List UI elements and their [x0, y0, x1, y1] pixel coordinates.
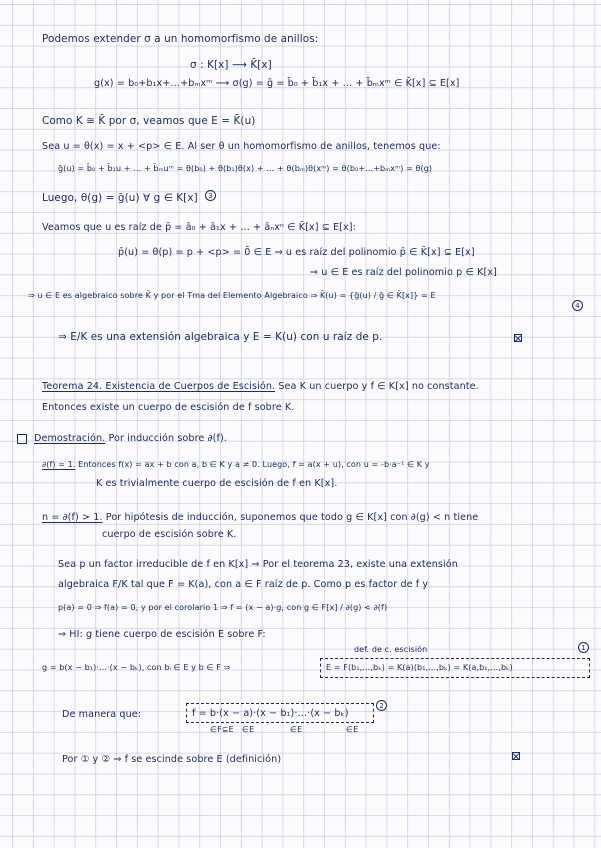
text-line: p(a) = 0 ⇒ f(a) = 0, y por el corolario 1 ⇒ f = (x − a)·g, con g ∈ F[x] / ∂(g) < ∂(f): [58, 603, 388, 612]
membership-note: ∈E: [242, 725, 255, 734]
text-line: ⇒ E/K es una extensión algebraica y E = K(u) con u raíz de p.: [58, 331, 383, 343]
base-case-text: Entonces f(x) = ax + b con a, b ∈ K y a ≠ 0. Luego, f = a(x + u), con u = -b·a⁻¹ ∈ K y: [75, 460, 430, 469]
base-case-label: ∂(f) = 1.: [42, 460, 76, 469]
inductive-case-label: n = ∂(f) > 1.: [42, 512, 103, 523]
membership-note: ∈E: [290, 725, 303, 734]
text-line: cuerpo de escisión sobre K.: [102, 529, 237, 540]
text-line: ḡ(u) = b̄₀ + b̄₁u + … + b̄ₘuᵐ = θ(b₀) + θ(b₁)θ(x) + … + θ(bₘ)θ(xᵐ) = θ(b₀+…+bₘxᵐ) = θ(g): [58, 164, 433, 173]
theorem-title: Teorema 24. Existencia de Cuerpos de Escisión.: [42, 381, 276, 392]
text-line: Por ① y ② ⇒ f se escinde sobre E (definición): [62, 754, 282, 765]
proof-method: Por inducción sobre ∂(f).: [105, 433, 227, 444]
theorem-heading: [42, 382, 479, 392]
text-line: ⇒ u ∈ E es algebraico sobre K̄ y por el Tma del Elemento Algebraico ⇒ K̄(u) = {ḡ(u) / ḡ ∈ K̄[x]} = E: [28, 291, 436, 300]
text-line: ⇒ u ∈ E es raíz del polinomio p ∈ K[x]: [310, 267, 497, 278]
proof-title: Demostración.: [34, 433, 106, 444]
membership-note: ∈F⊆E: [210, 725, 234, 734]
text-line: Podemos extender σ a un homomorfismo de anillos:: [42, 33, 319, 45]
text-line: ⇒ HI: g tiene cuerpo de escisión E sobre F:: [58, 629, 266, 640]
qed-box-icon: [514, 334, 522, 342]
text-line: g(x) = b₀+b₁x+…+bₘxᵐ ⟶ σ(g) = ḡ = b̄₀ + b̄₁x + … + b̄ₘxᵐ ∈ K̄[x] ⊆ E[x]: [94, 78, 460, 89]
boxed-formula: f = b·(x − a)·(x − b₁)·…·(x − bₖ): [192, 708, 349, 719]
base-case-line: [42, 461, 430, 469]
text-line: De manera que:: [62, 709, 142, 720]
text-line: Como K ≅ K̄ por σ, veamos que E = K̄(u): [42, 115, 256, 127]
text-line: Luego, θ(g) = ḡ(u) ∀ g ∈ K[x]: [42, 192, 198, 204]
circled-number: 3: [205, 190, 216, 201]
boxed-formula: E = F(b₁,…,bₖ) = K(a)(b₁,…,bₖ) = K(a,b₁,…,bₖ): [326, 663, 513, 672]
text-line: g = b(x − b₁)·…·(x − bₖ), con bᵢ ∈ E y b ∈ F ⇒: [42, 663, 231, 672]
text-line: Sea u = θ(x) = x + <p> ∈ E. Al ser θ un homomorfismo de anillos, tenemos que:: [42, 141, 441, 152]
text-line: p̄(u) = θ(p) = p + <p> = 0̄ ∈ E ⇒ u es raíz del polinomio p̄ ∈ K̄[x] ⊆ E[x]: [118, 247, 475, 258]
annotation-note: def. de c. escisión: [354, 645, 428, 654]
text-line: Entonces existe un cuerpo de escisión de f sobre K.: [42, 402, 295, 413]
text-line: Veamos que u es raíz de p̄ = ā₀ + ā₁x + … + āₙxⁿ ∈ K̄[x] ⊆ E[x]:: [42, 222, 356, 233]
text-line: σ : K[x] ⟶ K̄[x]: [190, 59, 272, 71]
text-line: K es trivialmente cuerpo de escisión de f en K[x].: [96, 478, 338, 489]
theorem-statement: Sea K un cuerpo y f ∈ K[x] no constante.: [275, 381, 479, 392]
proof-heading: [34, 434, 227, 444]
circled-number: 4: [572, 300, 583, 311]
qed-box-icon: [512, 752, 520, 760]
text-line: Sea p un factor irreducible de f en K[x] ⇒ Por el teorema 23, existe una extensión: [58, 559, 458, 570]
circled-number: 2: [376, 700, 387, 711]
checkbox-icon: [17, 434, 27, 444]
inductive-case-text: Por hipótesis de inducción, suponemos que todo g ∈ K[x] con ∂(g) < n tiene: [102, 512, 479, 523]
circled-number: 1: [578, 642, 589, 653]
inductive-case-line: [42, 513, 478, 523]
membership-note: ∈E: [346, 725, 359, 734]
text-line: algebraica F/K tal que F = K(a), con a ∈ F raíz de p. Como p es factor de f y: [58, 579, 429, 590]
